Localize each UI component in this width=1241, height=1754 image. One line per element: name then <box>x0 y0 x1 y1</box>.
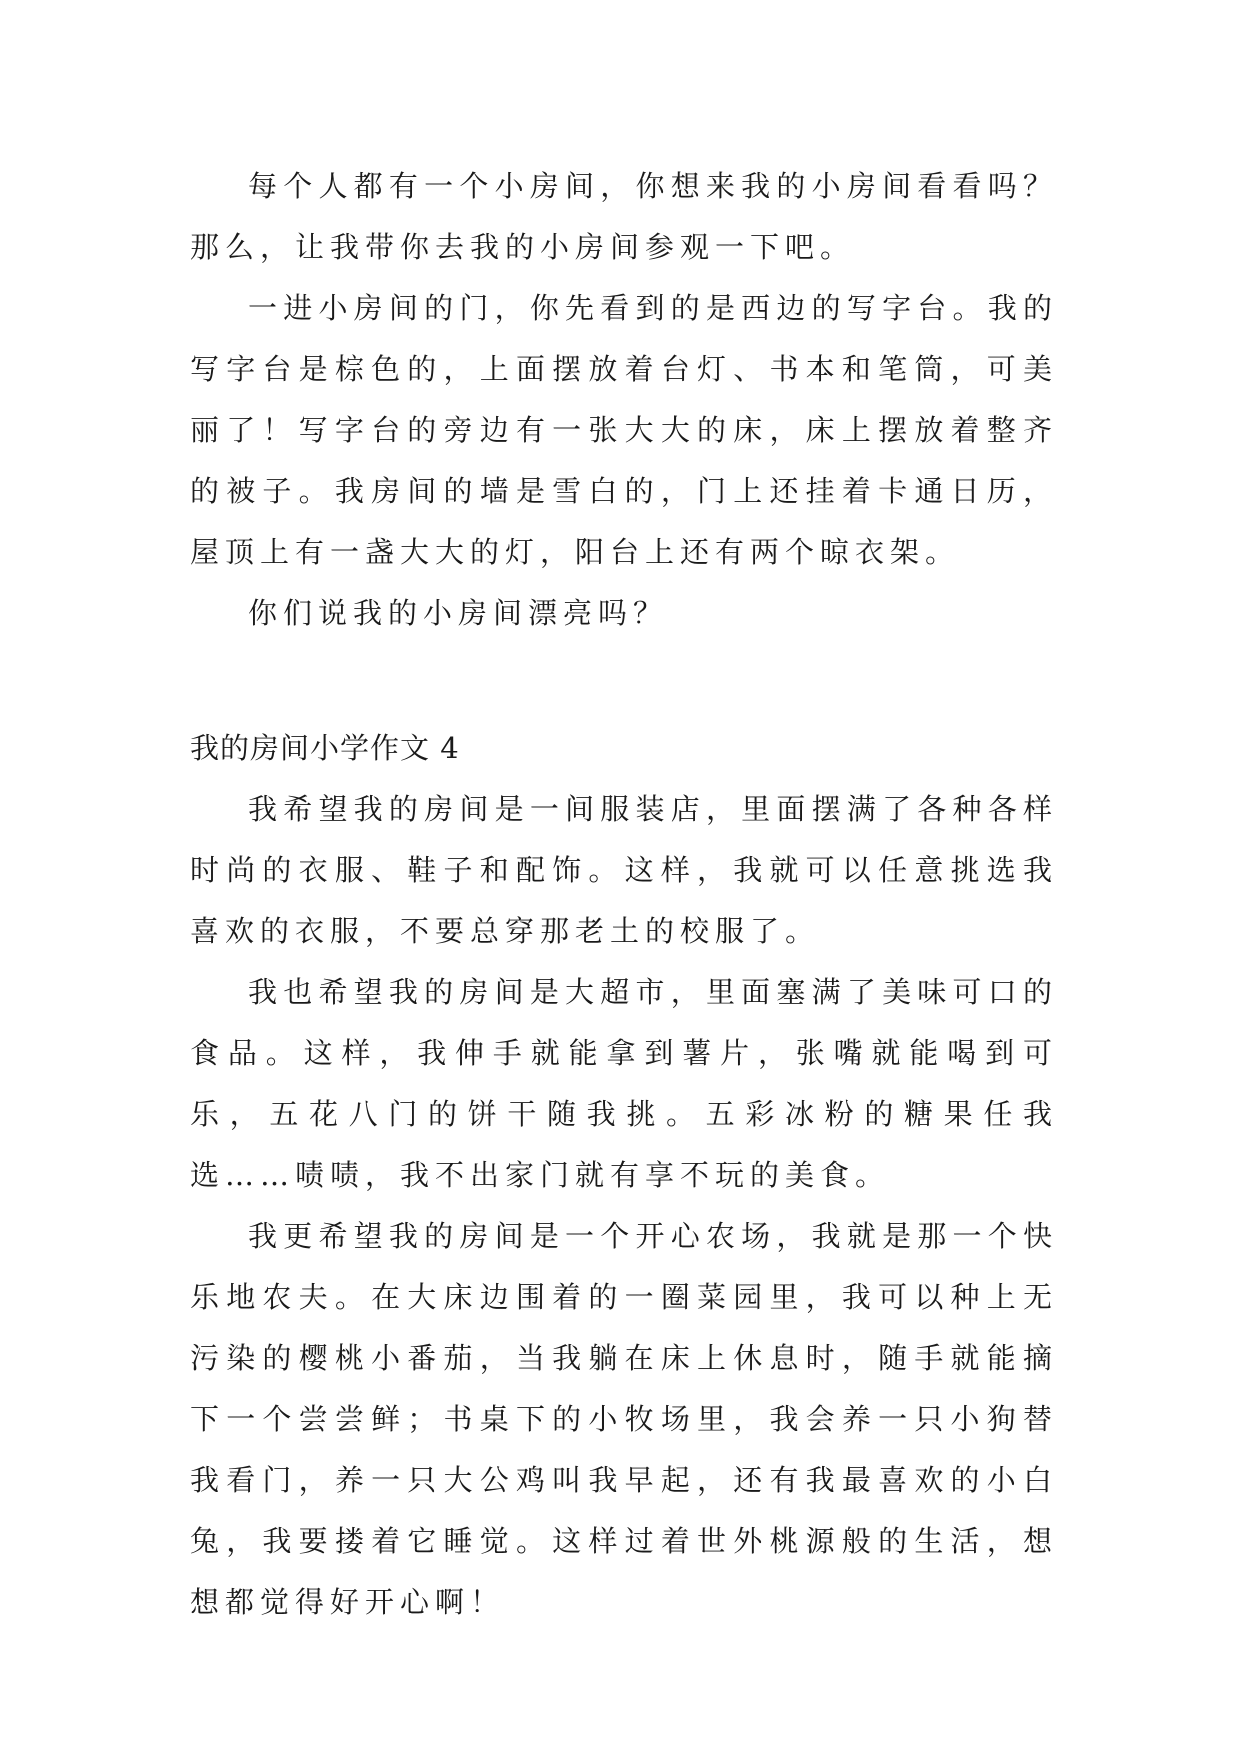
paragraph-clothing-store: 我希望我的房间是一间服装店，里面摆满了各种各样时尚的衣服、鞋子和配饰。这样，我就可以任意挑选我喜欢的衣服，不要总穿那老土的校服了。 <box>190 792 1058 948</box>
paragraph-farm: 我更希望我的房间是一个开心农场，我就是那一个快乐地农夫。在大床边围着的一圈菜园里，我可以种上无污染的樱桃小番茄，当我躺在床上休息时，随手就能摘下一个尝尝鲜；书桌下的小牧场里，我会养一只小狗替我看门，养一只大公鸡叫我早起，还有我最喜欢的小白兔，我要搂着它睡觉。这样过着世外桃源般的生活，想想都觉得好开心啊！ <box>190 1219 1058 1619</box>
paragraph-supermarket: 我也希望我的房间是大超市，里面塞满了美味可口的食品。这样，我伸手就能拿到薯片，张嘴就能喝到可乐，五花八门的饼干随我挑。五彩冰粉的糖果任我选……啧啧，我不出家门就有享不玩的美食。 <box>190 975 1058 1192</box>
paragraph-intro: 每个人都有一个小房间，你想来我的小房间看看吗？那么，让我带你去我的小房间参观一下吧。 <box>190 169 1058 264</box>
document-body <box>190 156 1058 1633</box>
paragraph-room-description: 一进小房间的门，你先看到的是西边的写字台。我的写字台是棕色的，上面摆放着台灯、书本和笔筒，可美丽了！写字台的旁边有一张大大的床，床上摆放着整齐的被子。我房间的墙是雪白的，门上还挂着卡通日历，屋顶上有一盏大大的灯，阳台上还有两个晾衣架。 <box>190 291 1058 569</box>
paragraph-question: 你们说我的小房间漂亮吗？ <box>248 596 669 630</box>
essay-title: 我的房间小学作文 4 <box>190 731 460 765</box>
